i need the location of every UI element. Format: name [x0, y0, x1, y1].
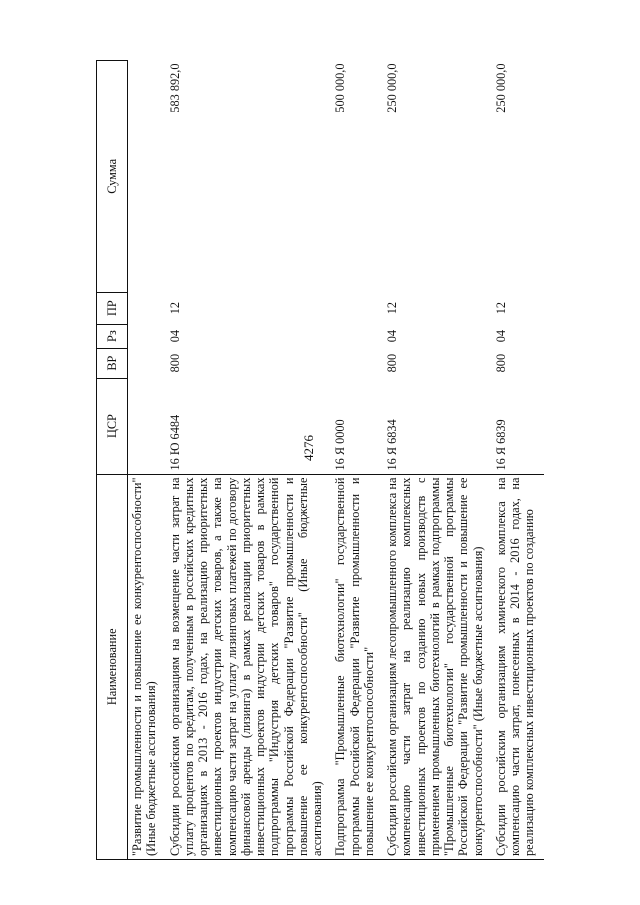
row-vr: 800: [385, 353, 399, 373]
row-csr: 16 Ю 6484: [167, 414, 182, 471]
row-csr: [128, 378, 166, 474]
row-pr: [331, 292, 383, 324]
row-pr: 12: [493, 302, 508, 315]
row-sum: 583 892,0: [167, 63, 182, 113]
row-csr: 16 Я 6834: [385, 419, 399, 471]
row-name: "Развитие промышленности и повышение ее конкурентоспособности" (Иные бюджетные ассигнования): [128, 474, 166, 859]
header-sum: Сумма: [97, 61, 128, 293]
row-name: Субсидии российским организациям лесопромышленного комплекса на компенсацию части затрат на реализацию комплексных инвестиционных проектов по созданию новых производств с применением промышленных биотехнологий в рамках подпрограммы "Промышленные биотехнологии" государственной программы Российской Федерации "Развитие промышленности и повышение ее конкурентоспособности" (Иные бюджетные ассигнования): [383, 474, 492, 859]
row-rz: [128, 324, 166, 348]
row-vr: [331, 348, 383, 378]
row-vr: [128, 348, 166, 378]
page-number: 4276: [301, 435, 316, 461]
rotated-content: [96, 60, 606, 860]
row-sum: 250 000,0: [493, 63, 508, 113]
row-rz: 04: [493, 329, 508, 343]
table-row: [331, 61, 383, 860]
row-sum: [128, 61, 166, 293]
row-name: Подпрограмма "Промышленные биотехнологии" государственной программы Российской Федерации "Развитие промышленности и повышение ее конкурентоспособности": [331, 474, 383, 859]
budget-table: [96, 60, 544, 860]
row-csr: 16 Я 6839: [493, 419, 508, 471]
row-sum: 250 000,0: [385, 63, 399, 113]
header-csr: ЦСР: [97, 378, 128, 474]
row-vr: 800: [167, 353, 182, 373]
table-header-row: [97, 61, 128, 860]
row-rz: 04: [385, 329, 399, 343]
table-row: [492, 61, 544, 860]
row-pr: 12: [385, 302, 399, 315]
header-vr: ВР: [97, 348, 128, 378]
row-pr: 12: [167, 302, 182, 315]
header-pr: ПР: [97, 292, 128, 324]
table-row: [166, 61, 332, 860]
row-sum: 500 000,0: [333, 63, 348, 113]
row-csr: 16 Я 0000: [333, 419, 348, 471]
row-name: Субсидии российским организациям на возмещение части затрат на уплату процентов по кредитам, полученным в российских кредитных организациях в 2013 - 2016 годах, на реализацию приоритетных инвестиционных проектов индустрии детских товаров, а также на компенсацию части затрат на уплату лизинговых платежей по договору финансовой аренды (лизинга) в рамках реализации приоритетных инвестиционных проектов индустрии детских товаров в рамках подпрограммы "Индустрия детских товаров" государственной программы Российской Федерации "Развитие промышленности и повышение ее конкурентоспособности" (Иные бюджетные ассигнования): [166, 474, 332, 859]
row-rz: 04: [167, 329, 182, 343]
row-rz: [331, 324, 383, 348]
header-name: Наименование: [97, 474, 128, 859]
row-vr: 800: [493, 353, 508, 373]
table-row: [383, 61, 492, 860]
row-name: Субсидии российским организациям химического комплекса на компенсацию части затрат, понесенных в 2014 - 2016 годах, на реализацию комплексных инвестиционных проектов по созданию: [492, 474, 544, 859]
header-rz: Рз: [97, 324, 128, 348]
row-pr: [128, 292, 166, 324]
table-row: [128, 61, 166, 860]
